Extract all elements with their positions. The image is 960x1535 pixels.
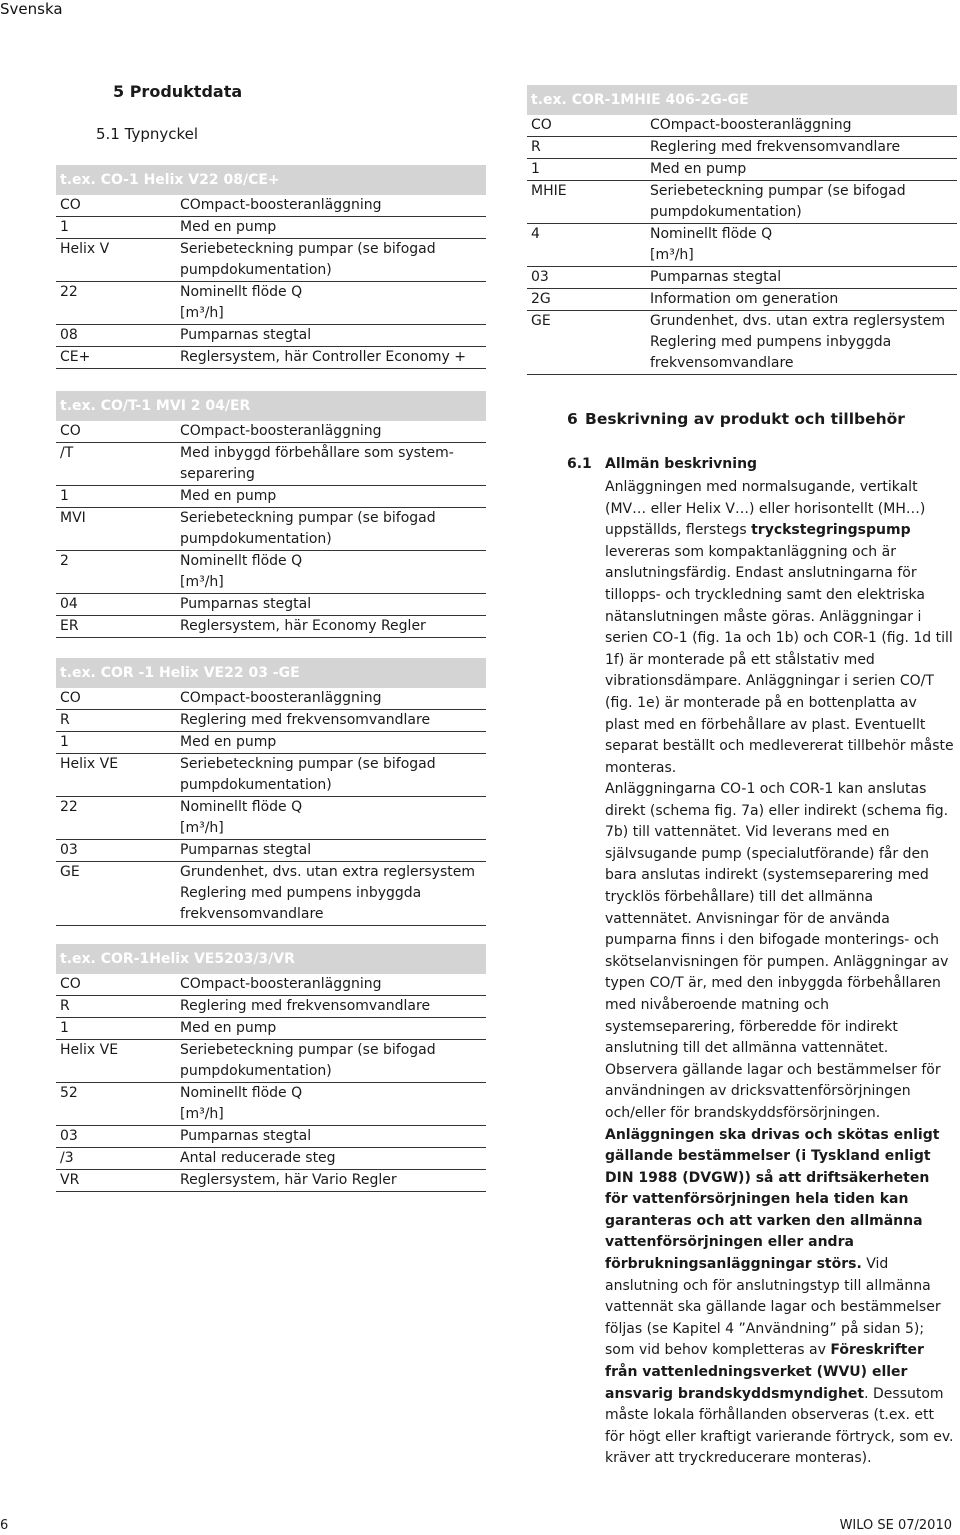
text-run: Anläggningarna CO-1 och COR-1 kan anslutas direkt (schema fig. 7a) eller indirekt (schema fig. 7b) till vattennätet. Vid leverans med en självsugande pump (specialutförande) får den bara anslutas indirekt (systemseparering med trycklös förbehållare) till det allmänna vattennätet. Anvisningar för de använda pumparna finns i den bifogade monterings- och skötselanvisningen för pumpen. Anläggningar av typen CO/T är, med den inbyggda förbehållaren med nivåberoende matning och systemseparering, förberedde för indirekt anslutning till det allmänna vattennätet. Observera gällande lagar och bestämmelser för användningen av dricksvattenförsörjningen och/eller för brandskyddsförsörjningen. <box>605 781 949 1121</box>
code-cell: 2 <box>60 553 69 569</box>
table-row <box>56 551 486 594</box>
meaning-cell: COmpact-boosteranläggning <box>180 690 382 706</box>
code-cell: 22 <box>60 799 78 815</box>
code-cell: CO <box>60 423 81 439</box>
meaning-cell: Seriebeteckning pumpar (se bifogad pumpdokumentation) <box>650 183 906 220</box>
code-cell: /3 <box>60 1150 74 1166</box>
code-cell: GE <box>60 864 80 880</box>
meaning-cell: Grundenhet, dvs. utan extra reglersystem Reglering med pumpens inbyggda frekvensomvandlare <box>180 864 475 922</box>
type-key-table-5 <box>527 85 957 375</box>
table-row <box>56 1126 486 1148</box>
meaning-cell: Nominellt flöde Q [m³/h] <box>180 1085 303 1122</box>
meaning-cell: Pumparnas stegtal <box>180 842 312 858</box>
meaning-cell: Med en pump <box>180 488 277 504</box>
section-6-heading: Beskrivning av produkt och tillbehör <box>585 410 905 428</box>
table-row <box>56 239 486 282</box>
code-cell: GE <box>531 313 551 329</box>
code-cell: R <box>60 998 70 1014</box>
meaning-cell: COmpact-boosteranläggning <box>180 976 382 992</box>
meaning-cell: Med en pump <box>650 161 747 177</box>
code-cell: CO <box>531 117 552 133</box>
text-run: Vid anslutning och för anslutningstyp till allmänna vattennät ska gällande lagar och bestämmelser följas (se Kapitel 4 ”Användning” på sidan 5); som vid behov kompletteras av <box>605 1256 941 1359</box>
meaning-cell: Seriebeteckning pumpar (se bifogad pumpdokumentation) <box>180 241 436 278</box>
table-row <box>56 862 486 926</box>
code-cell: 08 <box>60 327 78 343</box>
table-row <box>56 282 486 325</box>
table-row <box>56 754 486 797</box>
table-row <box>56 1148 486 1170</box>
table-row <box>56 732 486 754</box>
code-cell: R <box>60 712 70 728</box>
code-cell: Helix VE <box>60 1042 119 1058</box>
code-cell: CE+ <box>60 349 91 365</box>
table-row <box>56 1018 486 1040</box>
text-run-bold: Anläggningen ska drivas och skötas enligt gällande bestämmelser (i Tyskland enligt DIN 1988 (DVGW)) så att driftsäkerheten för vattenförsörjningen hela tiden kan garanteras och att varken den allmänna vattenförsörjningen eller andra förbrukningsanläggningar störs. <box>605 1126 940 1273</box>
meaning-cell: COmpact-boosteranläggning <box>180 423 382 439</box>
code-cell: Helix VE <box>60 756 119 772</box>
text-run: Anläggningen med normalsugande, vertikalt (MV… eller Helix V…) eller horisontellt (MH…) uppställds, flerstegs <box>605 479 926 539</box>
meaning-cell: Reglersystem, här Economy Regler <box>180 618 426 634</box>
language-label: Svenska <box>0 0 63 18</box>
meaning-cell: Seriebeteckning pumpar (se bifogad pumpdokumentation) <box>180 756 436 793</box>
table-row <box>56 421 486 443</box>
code-cell: ER <box>60 618 79 634</box>
meaning-cell: Seriebeteckning pumpar (se bifogad pumpdokumentation) <box>180 1042 436 1079</box>
table-row <box>56 616 486 638</box>
table-title: t.ex. CO/T-1 MVI 2 04/ER <box>56 391 486 421</box>
meaning-cell: Med inbyggd förbehållare som system- separering <box>180 445 454 482</box>
table-row <box>56 443 486 486</box>
general-description-paragraph <box>605 477 955 779</box>
text-run: . Dessutom måste lokala förhållanden observeras (t.ex. ett för högt eller kraftigt varierande förtryck, som ev. kräver att tryckreducerare monteras). <box>605 1385 954 1467</box>
meaning-cell: COmpact-boosteranläggning <box>650 117 852 133</box>
meaning-cell: Reglering med frekvensomvandlare <box>180 712 431 728</box>
code-cell: CO <box>60 690 81 706</box>
type-key-table-4 <box>56 944 486 1192</box>
code-cell: 1 <box>60 734 69 750</box>
code-cell: 03 <box>60 842 78 858</box>
meaning-cell: Grundenhet, dvs. utan extra reglersystem Reglering med pumpens inbyggda frekvensomvandlare <box>650 313 945 371</box>
code-cell: 22 <box>60 284 78 300</box>
table-title: t.ex. CO-1 Helix V22 08/CE+ <box>56 165 486 195</box>
table-row <box>56 710 486 732</box>
section-6-number: 6 <box>567 410 578 428</box>
connection-paragraph <box>605 779 955 1470</box>
table-row <box>56 1170 486 1192</box>
meaning-cell: Nominellt flöde Q [m³/h] <box>180 799 303 836</box>
text-run-bold: tryckstegringspump <box>751 522 911 539</box>
table-row <box>56 347 486 369</box>
text-run-bold: Föreskrifter från vattenledningsverket (WVU) eller ansvarig brandskyddsmyndighet <box>605 1342 924 1402</box>
table-title: t.ex. COR-1Helix VE5203/3/VR <box>56 944 486 974</box>
table-row <box>56 594 486 616</box>
meaning-cell: Reglering med frekvensomvandlare <box>650 139 901 155</box>
code-cell: 1 <box>60 488 69 504</box>
meaning-cell: Pumparnas stegtal <box>180 327 312 343</box>
table-row <box>56 195 486 217</box>
meaning-cell: Reglering med frekvensomvandlare <box>180 998 431 1014</box>
table-row <box>56 1040 486 1083</box>
table-title: t.ex. COR -1 Helix VE22 03 -GE <box>56 658 486 688</box>
meaning-cell: Reglersystem, här Controller Economy + <box>180 349 466 365</box>
code-cell: CO <box>60 976 81 992</box>
table-row <box>527 137 957 159</box>
code-cell: 04 <box>60 596 78 612</box>
table-row <box>527 267 957 289</box>
meaning-cell: Med en pump <box>180 1020 277 1036</box>
table-row <box>56 325 486 347</box>
code-cell: /T <box>60 445 74 461</box>
meaning-cell: Pumparnas stegtal <box>650 269 782 285</box>
code-cell: CO <box>60 197 81 213</box>
code-cell: 4 <box>531 226 540 242</box>
meaning-cell: Nominellt flöde Q [m³/h] <box>650 226 773 263</box>
code-cell: MVI <box>60 510 86 526</box>
meaning-cell: Antal reducerade steg <box>180 1150 336 1166</box>
section-6-1-heading: Allmän beskrivning <box>605 456 758 472</box>
table-row <box>56 486 486 508</box>
meaning-cell: Pumparnas stegtal <box>180 1128 312 1144</box>
code-cell: VR <box>60 1172 80 1188</box>
code-cell: 03 <box>531 269 549 285</box>
meaning-cell: Information om generation <box>650 291 839 307</box>
table-row <box>56 1083 486 1126</box>
table-row <box>527 311 957 375</box>
table-row <box>56 974 486 996</box>
table-row <box>527 159 957 181</box>
section-5-heading: 5 Produktdata <box>113 82 243 101</box>
text-run: levereras som kompaktanläggning och är anslutningsfärdig. Endast anslutningarna för tillopps- och tryckledning samt den elektriska nätanslutningen måste göras. Anläggningar i serien CO-1 (fig. 1a och 1b) och COR-1 (fig. 1d till 1f) är monterade på ett stålstativ med vibrationsdämpare. Anläggningar i serien CO/T (fig. 1e) är monterade på en bottenplatta av plast med en förbehållare av plast. Eventuellt separat beställt och medlevererat tillbehör måste monteras. <box>605 543 954 776</box>
meaning-cell: Seriebeteckning pumpar (se bifogad pumpdokumentation) <box>180 510 436 547</box>
meaning-cell: Med en pump <box>180 219 277 235</box>
table-row <box>56 508 486 551</box>
footer-brand: WILO SE 07/2010 <box>839 1518 952 1533</box>
meaning-cell: Pumparnas stegtal <box>180 596 312 612</box>
code-cell: 1 <box>60 219 69 235</box>
code-cell: Helix V <box>60 241 110 257</box>
meaning-cell: COmpact-boosteranläggning <box>180 197 382 213</box>
meaning-cell: Nominellt flöde Q [m³/h] <box>180 284 303 321</box>
table-row <box>56 996 486 1018</box>
table-row <box>56 688 486 710</box>
table-row <box>527 289 957 311</box>
section-5-1-heading: 5.1 Typnyckel <box>96 125 199 143</box>
table-row <box>527 115 957 137</box>
section-6-1-number: 6.1 <box>567 456 592 472</box>
table-row <box>56 840 486 862</box>
code-cell: R <box>531 139 541 155</box>
code-cell: 2G <box>531 291 551 307</box>
page-number: 6 <box>0 1518 9 1533</box>
table-title: t.ex. COR-1MHIE 406-2G-GE <box>527 85 957 115</box>
type-key-table-2 <box>56 391 486 638</box>
table-row <box>56 217 486 239</box>
type-key-table-1 <box>56 165 486 369</box>
type-key-table-3 <box>56 658 486 926</box>
meaning-cell: Reglersystem, här Vario Regler <box>180 1172 397 1188</box>
table-row <box>527 224 957 267</box>
meaning-cell: Med en pump <box>180 734 277 750</box>
table-row <box>527 181 957 224</box>
code-cell: 03 <box>60 1128 78 1144</box>
code-cell: MHIE <box>531 183 567 199</box>
table-row <box>56 797 486 840</box>
meaning-cell: Nominellt flöde Q [m³/h] <box>180 553 303 590</box>
code-cell: 1 <box>531 161 540 177</box>
code-cell: 1 <box>60 1020 69 1036</box>
code-cell: 52 <box>60 1085 78 1101</box>
